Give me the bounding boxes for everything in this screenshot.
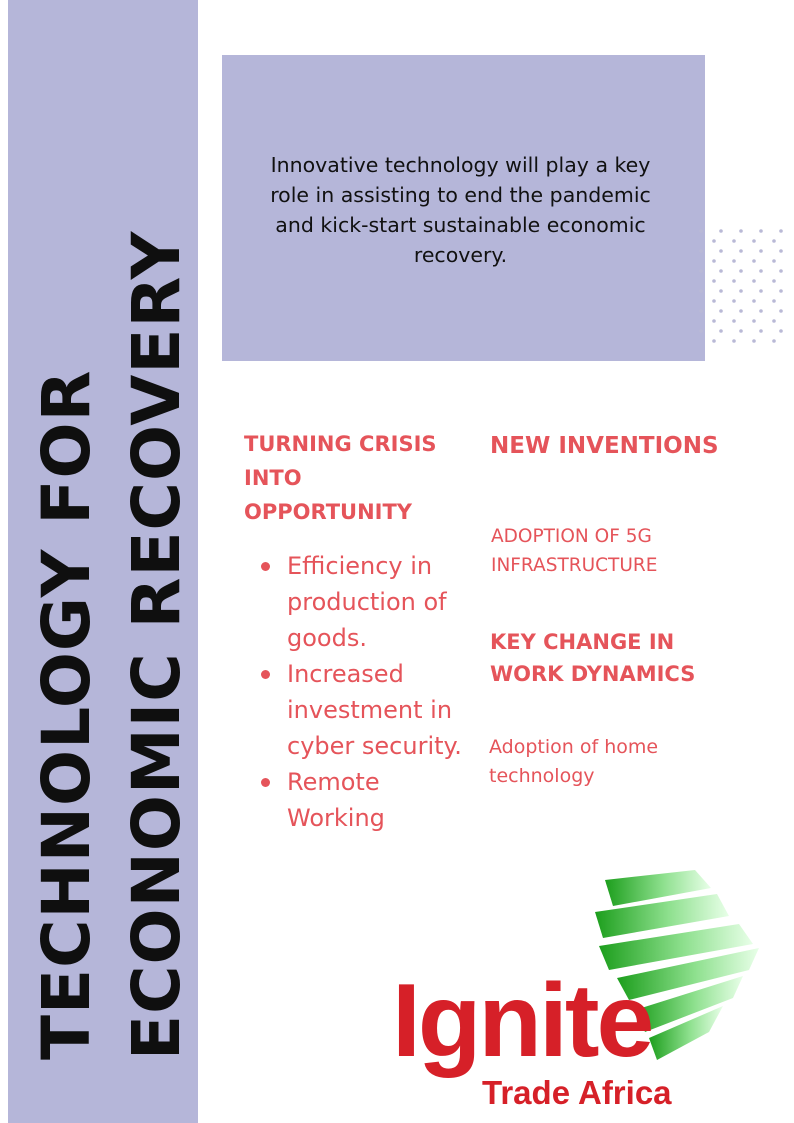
bullet-text: Increased investment in cyber security. — [287, 660, 462, 760]
decor-dot — [779, 309, 783, 313]
decor-dot — [779, 329, 783, 333]
decor-dot — [759, 269, 763, 273]
decor-dot — [699, 329, 703, 333]
decor-dot — [759, 289, 763, 293]
decor-dot — [772, 299, 776, 303]
decor-dot — [759, 249, 763, 253]
decor-dot — [699, 249, 703, 253]
quote-text: Innovative technology will play a key role in assisting to end the pandemic and kick-start sustainable economic recovery. — [270, 153, 651, 267]
decor-dot — [719, 269, 723, 273]
decor-dot — [712, 319, 716, 323]
title-line-2: ECONOMIC RECOVERY — [118, 230, 195, 1060]
decor-dot — [759, 229, 763, 233]
decor-dot — [752, 299, 756, 303]
decor-dot — [732, 299, 736, 303]
decor-dot — [699, 289, 703, 293]
bullet-text: Remote Working — [287, 768, 385, 832]
decor-dot — [719, 249, 723, 253]
decor-dot — [779, 289, 783, 293]
decor-dot — [739, 329, 743, 333]
decor-dot — [719, 289, 723, 293]
decor-dot — [752, 259, 756, 263]
decor-dot — [739, 229, 743, 233]
decor-dot — [712, 299, 716, 303]
decor-dot — [772, 339, 776, 343]
decor-dot — [752, 279, 756, 283]
decor-dot — [699, 229, 703, 233]
decor-dot — [759, 329, 763, 333]
inventions-heading: NEW INVENTIONS — [490, 433, 719, 459]
list-item — [257, 656, 472, 764]
vertical-title — [22, 160, 202, 1060]
decor-dot — [772, 319, 776, 323]
decor-dot — [779, 229, 783, 233]
decor-dot — [752, 319, 756, 323]
decor-dot — [719, 309, 723, 313]
decor-dot — [732, 339, 736, 343]
decor-dot — [779, 249, 783, 253]
decor-dot — [699, 309, 703, 313]
decor-dot — [752, 339, 756, 343]
decor-dot — [772, 239, 776, 243]
decor-dot — [732, 319, 736, 323]
decor-dot — [739, 269, 743, 273]
decor-dot — [699, 269, 703, 273]
bullet-text: Efficiency in production of goods. — [287, 552, 447, 652]
decor-dot — [739, 289, 743, 293]
work-text: Adoption of home technology — [489, 736, 659, 787]
decor-dot — [719, 229, 723, 233]
bullet-dot-icon — [261, 778, 270, 787]
decor-dot — [752, 239, 756, 243]
list-item — [257, 548, 472, 656]
decor-dot — [712, 239, 716, 243]
decor-dot — [759, 309, 763, 313]
decor-dot — [712, 279, 716, 283]
dot-pattern — [695, 225, 790, 350]
bullet-dot-icon — [261, 670, 270, 679]
crisis-bullet-list — [257, 548, 472, 836]
logo-wordmark: Ignite — [392, 963, 652, 1079]
decor-dot — [739, 309, 743, 313]
logo-subtitle: Trade Africa — [482, 1074, 672, 1111]
decor-dot — [732, 239, 736, 243]
decor-dot — [732, 279, 736, 283]
decor-dot — [719, 329, 723, 333]
decor-dot — [772, 259, 776, 263]
list-item — [257, 764, 472, 836]
title-line-1: TECHNOLOGY FOR — [28, 369, 105, 1060]
bullet-dot-icon — [261, 562, 270, 571]
decor-dot — [739, 249, 743, 253]
decor-dot — [732, 259, 736, 263]
decor-dot — [779, 269, 783, 273]
decor-dot — [772, 279, 776, 283]
decor-dot — [712, 259, 716, 263]
work-heading: KEY CHANGE IN WORK DYNAMICS — [490, 630, 696, 686]
crisis-heading: TURNING CRISIS INTO OPPORTUNITY — [244, 432, 437, 524]
decor-dot — [712, 339, 716, 343]
inventions-text: ADOPTION OF 5G INFRASTRUCTURE — [491, 526, 658, 576]
